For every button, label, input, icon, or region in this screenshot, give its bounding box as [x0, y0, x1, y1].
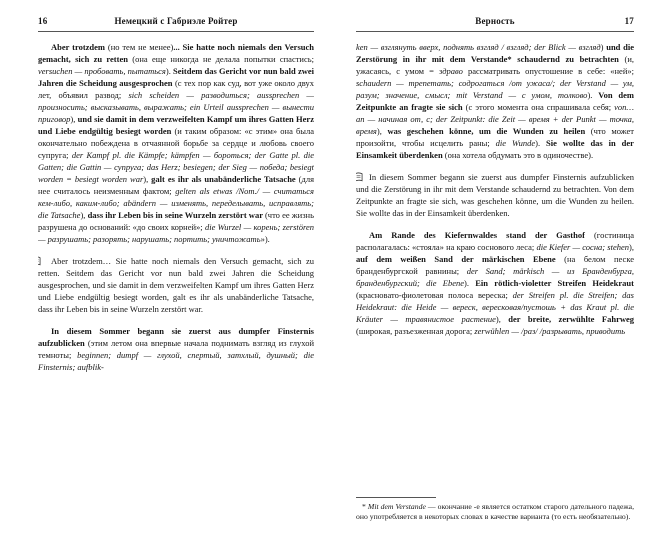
text-segment: ken — взглянуть вверх, поднять взгляд / взгляд; der Blick — взгляд: [356, 42, 601, 52]
text-segment: der breite, zerwühlte Fahrweg: [508, 314, 634, 324]
page-header-left: [38, 16, 314, 27]
text-segment: ... Sie hatte noch niemals den Versuch gemacht, sich zu retten: [38, 42, 314, 64]
page-number-right: 17: [624, 16, 634, 26]
text-segment: ).: [165, 66, 174, 76]
text-segment: Am Rande des Kiefernwaldes stand der Gasthof: [369, 230, 594, 240]
text-segment: der Sand; märkisch — из Бранденбурга, бранденбургский; die Ebene: [356, 266, 634, 288]
text-segment: die Wunde: [495, 138, 536, 148]
text-segment: (что ее жизнь разрушена до оснований: «до своих корней»;: [38, 210, 314, 232]
text-segment: здраво: [439, 66, 463, 76]
text-segment: ).: [464, 278, 476, 288]
text-segment: (и таким образом: «с этим» она была окончательно побеждена в отчаянной борьбе за сердце и любовь своего супруга;: [38, 126, 314, 160]
reading-paragraph: [356, 171, 634, 219]
text-segment: (с этого момента она спрашивала себя;: [465, 102, 615, 112]
paragraph: [356, 41, 634, 161]
text-segment: sich scheiden — разводиться; aussprechen — произносить; высказывать, выражать; ein Urteil aussprechen — вынести приговор: [38, 90, 314, 124]
page-header-right: [356, 16, 634, 27]
paragraph: [38, 325, 314, 373]
text-segment: Aber trotzdem: [51, 42, 108, 52]
text-segment: auf dem weißen Sand der märkischen Ebene: [356, 254, 565, 264]
text-segment: — окончание -е является остатком старого дательного падежа, оно употребляется в некоторых словах в качестве варианта (то есть необязательно).: [356, 501, 635, 521]
text-segment: ),: [376, 126, 388, 136]
text-segment: was geschehen könne, um die Wunden zu heilen: [387, 126, 591, 136]
text-segment: In diesem Sommer begann sie zuerst aus dumpfer Finsternis aufzublicken: [38, 326, 314, 348]
running-title-right: Верность: [475, 16, 515, 26]
text-segment: gelten als etwas /Nom./ — считаться кем-либо, каким-либо; abändern — изменять, переделывать, исправлять; die Tatsache: [38, 186, 314, 220]
page-right: [328, 0, 656, 540]
text-segment: In diesem Sommer begann sie zuerst aus dumpfer Finsternis aufzublicken und die Zerstörung in ihr mit dem Verstande schaudernd zu betrachten. Von dem Zeitpunkte an fragte sie sich, was geschehen könne, um die Wunden zu heilen. Sie wollte das in der Einsamkeit überdenken.: [356, 172, 634, 218]
page-body-left: [38, 41, 314, 373]
text-segment: Ein rötlich-violetter Streifen Heidekraut: [475, 278, 634, 288]
text-segment: beginnen; dumpf — глухой, спертый, затхлый, душный; die Finsternis; aufblik-: [38, 350, 314, 372]
footnote-rule: [356, 497, 436, 498]
running-title-left: Немецкий с Габриэле Ройтер: [114, 16, 238, 26]
text-segment: Seitdem das Gericht vor nun bald zwei Jahren die Scheidung ausgesprochen: [38, 66, 314, 88]
text-segment: schaudern — трепетать; содрогаться /от ужаса/; der Verstand — ум, разум; значение, смысл; mit Verstand — с умом, толково: [356, 78, 634, 100]
footnote-text: [356, 502, 634, 522]
text-segment: der Kampf pl. die Kämpfe; kämpfen — бороться; der Gatte pl. die Gatten; die Gattin — супруга; das Herz; besiegen; der Sieg — победа; besiegt worden = besiegt worden war: [38, 150, 314, 184]
header-rule-right: [356, 31, 634, 32]
text-segment: und die Zerstörung in ihr mit dem Verstande* schaudernd zu betrachten: [356, 42, 634, 64]
text-segment: (красновато-фиолетовая полоса вереска;: [356, 290, 513, 300]
text-segment: ): [600, 42, 607, 52]
reading-paragraph: [38, 255, 314, 315]
text-segment: (и, ужасаясь, с умом =: [356, 54, 634, 76]
text-segment: Mit dem Verstande: [367, 501, 426, 511]
page-number-left: 16: [38, 16, 48, 26]
text-segment: (она еще никогда не делала попытки спастись;: [132, 54, 314, 64]
text-segment: galt es ihr als unabänderliche Tatsache: [151, 174, 299, 184]
text-segment: zerwühlen — /раз/ /разрывать, приводить: [474, 326, 626, 336]
text-segment: von… an — начиная от, с; der Zeitpunkt: die Zeit — время + der Punkt — точка, время: [356, 102, 634, 136]
text-segment: (с тех пор как суд, вот уже около двух лет, объявил развод;: [38, 78, 314, 100]
header-rule-left: [38, 31, 314, 32]
text-segment: ),: [143, 174, 152, 184]
text-segment: der Streifen pl. die Streifen; das Heidekraut: die Heide — вереск, вересковая/пустошь + das Kraut pl. die Kräuter — травянистое растение: [356, 290, 634, 324]
paragraph: [356, 502, 634, 522]
text-segment: (на белом песке бранденбургской равнины;: [356, 254, 634, 276]
text-segment: (этим летом она впервые начала поднимать взгляд из глухой темноты;: [38, 338, 314, 360]
text-segment: die Wurzel — корень; zerstören — разрушать; разорять; нарушать; портить; уничтожать: [38, 222, 314, 244]
text-segment: und sie damit in dem verzweifelten Kampf um ihres Gatten Herz und Liebe endgültig besiegt worden: [38, 114, 314, 136]
paragraph: [356, 229, 634, 337]
text-segment: (гостиница располагалась: «стояла» на краю соснового леса;: [356, 230, 634, 252]
text-segment: (что может произойти, чтобы исцелить раны;: [356, 126, 634, 148]
text-segment: ),: [80, 210, 88, 220]
paragraph: [38, 41, 314, 245]
text-segment: (но тем не менее): [107, 42, 174, 52]
text-segment: ),: [629, 242, 634, 252]
text-segment: versuchen — пробовать, пытаться: [38, 66, 166, 76]
footnote-block: [356, 491, 634, 522]
text-segment: *: [362, 501, 368, 511]
text-segment: ),: [70, 114, 78, 124]
text-segment: Aber trotzdem… Sie hatte noch niemals den Versuch gemacht, sich zu retten. Seitdem das Gericht vor nun bald zwei Jahren die Scheidung ausgesprochen, und sie damit in dem verzweifelten Kampf um ihres Gatten Herz und Liebe endgültig besiegt worden, galt es ihr als unabänderliche Tatsache, dass ihr Leben bis in seine Wurzeln zerstört war.: [38, 256, 314, 314]
text-segment: »).: [260, 234, 270, 244]
text-segment: рассматривать опустошение в себе: «ней»;: [462, 66, 634, 76]
text-segment: (широкая, разъезженная дорога;: [356, 326, 475, 336]
text-segment: Von dem Zeitpunkte an fragte sie sich: [356, 90, 634, 112]
text-segment: ).: [535, 138, 546, 148]
page-body-right: [356, 41, 634, 337]
text-segment: die Kiefer — сосна; stehen: [536, 242, 630, 252]
text-segment: ),: [495, 314, 509, 324]
text-segment: (она хотела обдумать это в одиночестве).: [444, 150, 594, 160]
text-segment: dass ihr Leben bis in seine Wurzeln zerstört war: [87, 210, 265, 220]
text-segment: ).: [587, 90, 599, 100]
text-segment: (для нее считалось неизменным фактом;: [38, 174, 314, 196]
text-segment: Sie wollte das in der Einsamkeit überdenken: [356, 138, 634, 160]
